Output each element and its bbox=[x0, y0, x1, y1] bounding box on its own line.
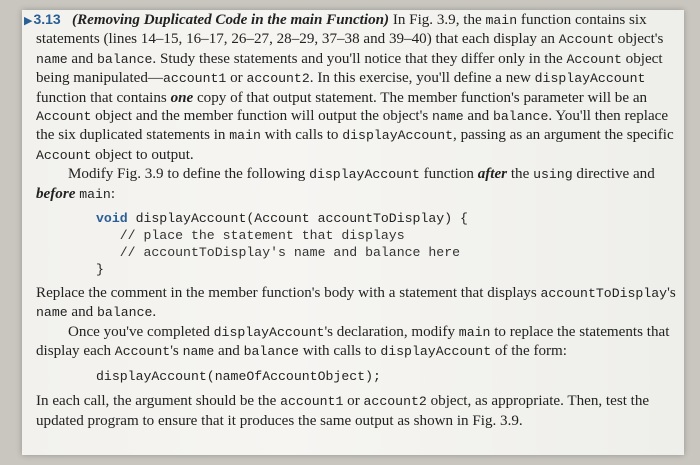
text-run: : bbox=[110, 185, 116, 202]
code-run: account1 bbox=[280, 394, 344, 410]
final-paragraph bbox=[36, 392, 676, 430]
emphasis-run: after bbox=[477, 166, 508, 183]
text-run: copy of that output statement. The member function's parameter will be an bbox=[193, 89, 648, 106]
code-line-2: // place the statement that displays bbox=[96, 228, 405, 244]
exercise-number: 3.13 bbox=[33, 11, 61, 27]
text-run: 's bbox=[667, 285, 676, 302]
code-run: displayAccount bbox=[534, 71, 646, 87]
code-keyword: void bbox=[96, 211, 128, 227]
code-run: balance bbox=[97, 51, 153, 67]
text-run: object being manipulated— bbox=[36, 50, 663, 87]
text-run: or bbox=[343, 393, 364, 410]
text-run: . Study these statements and you'll notice that they differ only in the bbox=[152, 50, 567, 67]
code-line-4: } bbox=[96, 262, 104, 278]
code-run: account2 bbox=[246, 71, 310, 87]
code-run: name bbox=[431, 109, 464, 125]
exercise-intro-paragraph bbox=[24, 10, 676, 165]
emphasis-run: before bbox=[36, 185, 76, 202]
text-run: . You'll then replace the six duplicated statements in bbox=[36, 108, 669, 144]
text-run: Once you've completed bbox=[68, 323, 214, 340]
code-run: main bbox=[79, 186, 111, 202]
text-run: In Fig. 3.9, the bbox=[392, 12, 486, 28]
exercise-title: (Removing Duplicated Code in the main Function) bbox=[72, 12, 390, 28]
code-run: using bbox=[533, 167, 573, 183]
text-run: and bbox=[214, 343, 244, 360]
code-run: Account bbox=[566, 51, 622, 67]
text-run: 's bbox=[170, 343, 183, 360]
code-run: main bbox=[485, 13, 518, 28]
code-run: Account bbox=[36, 109, 92, 125]
text-run: with calls to bbox=[298, 343, 381, 360]
text-run: . bbox=[152, 304, 157, 321]
code-run: balance bbox=[97, 305, 153, 321]
code-run: displayAccount bbox=[213, 324, 325, 340]
text-run: object to output. bbox=[91, 146, 194, 163]
text-run: with calls to bbox=[260, 127, 343, 144]
text-run: and bbox=[463, 108, 493, 125]
text-run: and bbox=[67, 304, 97, 321]
code-run: balance bbox=[492, 109, 549, 125]
code-run: name bbox=[182, 344, 215, 360]
exercise-marker-icon: ▶ bbox=[24, 15, 33, 27]
text-run: 's declaration, modify bbox=[324, 323, 459, 340]
code-line-1 bbox=[96, 210, 676, 227]
exercise-text bbox=[24, 10, 676, 430]
code-run: displayAccount bbox=[380, 344, 492, 360]
code-run: account1 bbox=[163, 71, 227, 87]
text-run: object, as appropriate. Then, test the updated program to ensure that it produces the same output as shown in Fig. 3.9. bbox=[36, 393, 650, 429]
code-line-3: // accountToDisplay's name and balance here bbox=[96, 245, 461, 261]
code-run: balance bbox=[243, 344, 299, 360]
text-run: function bbox=[419, 166, 478, 183]
code-run: displayAccount bbox=[309, 167, 420, 183]
code-text: displayAccount(Account accountToDisplay) { bbox=[127, 211, 468, 227]
text-run: the bbox=[507, 166, 534, 183]
code-run: main bbox=[458, 324, 491, 340]
text-run: of the form: bbox=[491, 343, 567, 360]
textbook-page bbox=[22, 10, 684, 455]
display-account-code-block bbox=[96, 210, 676, 278]
replace-paragraph bbox=[36, 284, 676, 323]
text-run: object and the member function will output the object's bbox=[91, 108, 432, 125]
text-run: object's bbox=[614, 31, 664, 48]
text-run: , passing as an argument the specific bbox=[453, 127, 674, 144]
code-run: Account bbox=[114, 344, 171, 360]
code-run: Account bbox=[558, 32, 615, 48]
text-run: function contains six statements (lines 14–15, 16–17, 26–27, 28–29, 37–38 and 39–40) that each display an bbox=[36, 12, 647, 48]
text-run: Modify Fig. 3.9 to define the following bbox=[68, 166, 310, 183]
call-form-code: displayAccount(nameOfAccountObject); bbox=[96, 368, 381, 384]
code-run: name bbox=[36, 305, 68, 321]
code-run: displayAccount bbox=[342, 128, 454, 144]
text-run: to replace the statements that display each bbox=[36, 323, 670, 360]
code-run: accountToDisplay bbox=[540, 286, 668, 302]
text-run: and bbox=[67, 50, 97, 67]
once-paragraph bbox=[36, 323, 676, 362]
code-run: Account bbox=[36, 147, 92, 163]
code-run: account2 bbox=[363, 394, 427, 410]
text-run: function that contains bbox=[36, 89, 171, 106]
text-run: or bbox=[226, 70, 247, 87]
code-run: name bbox=[36, 51, 68, 67]
emphasis-run: one bbox=[170, 89, 194, 106]
text-run: . In this exercise, you'll define a new bbox=[309, 70, 535, 87]
text-run: In each call, the argument should be the bbox=[36, 393, 281, 410]
text-run: Replace the comment in the member function's body with a statement that displays bbox=[36, 285, 541, 302]
modify-paragraph bbox=[36, 165, 676, 204]
code-run: main bbox=[229, 128, 261, 144]
text-run: directive and bbox=[572, 166, 655, 183]
